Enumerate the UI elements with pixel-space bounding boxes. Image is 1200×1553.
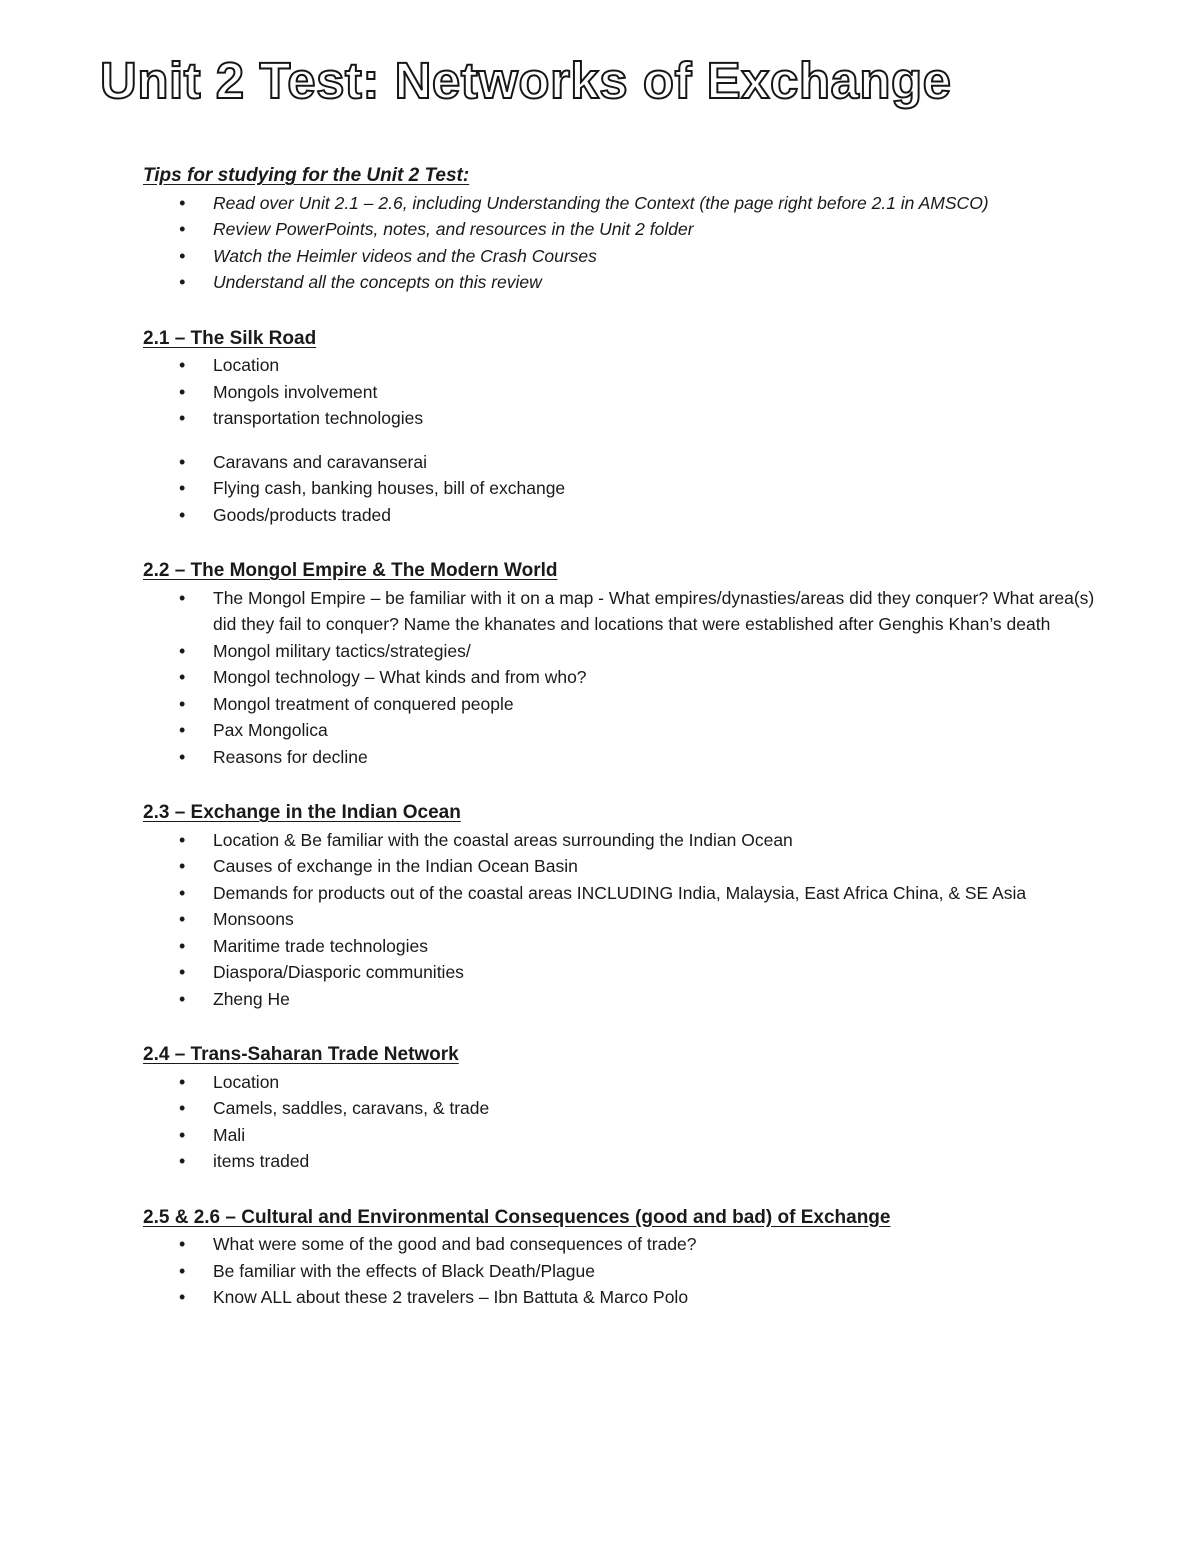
list-item: • Causes of exchange in the Indian Ocean Basin: [143, 853, 1105, 880]
list-item: • transportation technologies: [143, 405, 1105, 432]
list-item: • What were some of the good and bad consequences of trade?: [143, 1231, 1105, 1258]
bullet-list: [143, 585, 1105, 771]
section-heading: 2.5 & 2.6 – Cultural and Environmental Consequences (good and bad) of Exchange: [143, 1206, 891, 1228]
list-item: • Flying cash, banking houses, bill of exchange: [143, 475, 1105, 502]
list-item: • Zheng He: [143, 986, 1105, 1013]
list-item: • Demands for products out of the coastal areas INCLUDING India, Malaysia, East Africa China, & SE Asia: [143, 880, 1105, 907]
list-item: • items traded: [143, 1148, 1105, 1175]
section: [143, 558, 1105, 770]
section: [143, 1042, 1105, 1175]
list-item: • Goods/products traded: [143, 502, 1105, 529]
tips-list: [143, 190, 1105, 296]
tips-list-item: • Review PowerPoints, notes, and resources in the Unit 2 folder: [143, 216, 1105, 243]
document-title: Unit 2 Test: Networks of Exchange: [100, 52, 952, 109]
section-heading: 2.3 – Exchange in the Indian Ocean: [143, 802, 461, 824]
list-item: • The Mongol Empire – be familiar with it on a map - What empires/dynasties/areas did they conquer? What area(s) did they fail to conquer? Name the khanates and locations that were established after Genghis Khan’s death: [143, 585, 1105, 638]
section: [143, 1205, 1105, 1311]
tips-section: [143, 163, 1105, 296]
list-item: • Mongol military tactics/strategies/: [143, 638, 1105, 665]
bullet-list: [143, 1069, 1105, 1175]
tips-heading: Tips for studying for the Unit 2 Test:: [143, 165, 470, 187]
list-item: • Be familiar with the effects of Black Death/Plague: [143, 1258, 1105, 1285]
list-item: • Location: [143, 352, 1105, 379]
list-item: • Location & Be familiar with the coastal areas surrounding the Indian Ocean: [143, 827, 1105, 854]
list-item: • Location: [143, 1069, 1105, 1096]
tips-list-item: • Understand all the concepts on this review: [143, 269, 1105, 296]
list-item: • Caravans and caravanserai: [143, 449, 1105, 476]
list-item: • Reasons for decline: [143, 744, 1105, 771]
section-heading: 2.1 – The Silk Road: [143, 327, 317, 349]
section: [143, 326, 1105, 529]
tips-list-item: • Watch the Heimler videos and the Crash Courses: [143, 243, 1105, 270]
section: [143, 800, 1105, 1012]
bullet-list: [143, 827, 1105, 1013]
list-item: • Camels, saddles, caravans, & trade: [143, 1095, 1105, 1122]
bullet-list: [143, 352, 1105, 432]
list-item: • Diaspora/Diasporic communities: [143, 959, 1105, 986]
section-heading: 2.4 – Trans-Saharan Trade Network: [143, 1044, 459, 1066]
list-item: • Mongols involvement: [143, 379, 1105, 406]
sections-container: [143, 326, 1105, 1311]
tips-list-item: • Read over Unit 2.1 – 2.6, including Understanding the Context (the page right before 2.1 in AMSCO): [143, 190, 1105, 217]
list-item: • Mongol treatment of conquered people: [143, 691, 1105, 718]
section-heading: 2.2 – The Mongol Empire & The Modern World: [143, 560, 558, 582]
list-item: • Pax Mongolica: [143, 717, 1105, 744]
list-item: • Mali: [143, 1122, 1105, 1149]
list-item: • Mongol technology – What kinds and from who?: [143, 664, 1105, 691]
list-item: • Know ALL about these 2 travelers – Ibn Battuta & Marco Polo: [143, 1284, 1105, 1311]
bullet-list: [143, 449, 1105, 529]
list-item: • Maritime trade technologies: [143, 933, 1105, 960]
list-item: • Monsoons: [143, 906, 1105, 933]
bullet-list: [143, 1231, 1105, 1311]
